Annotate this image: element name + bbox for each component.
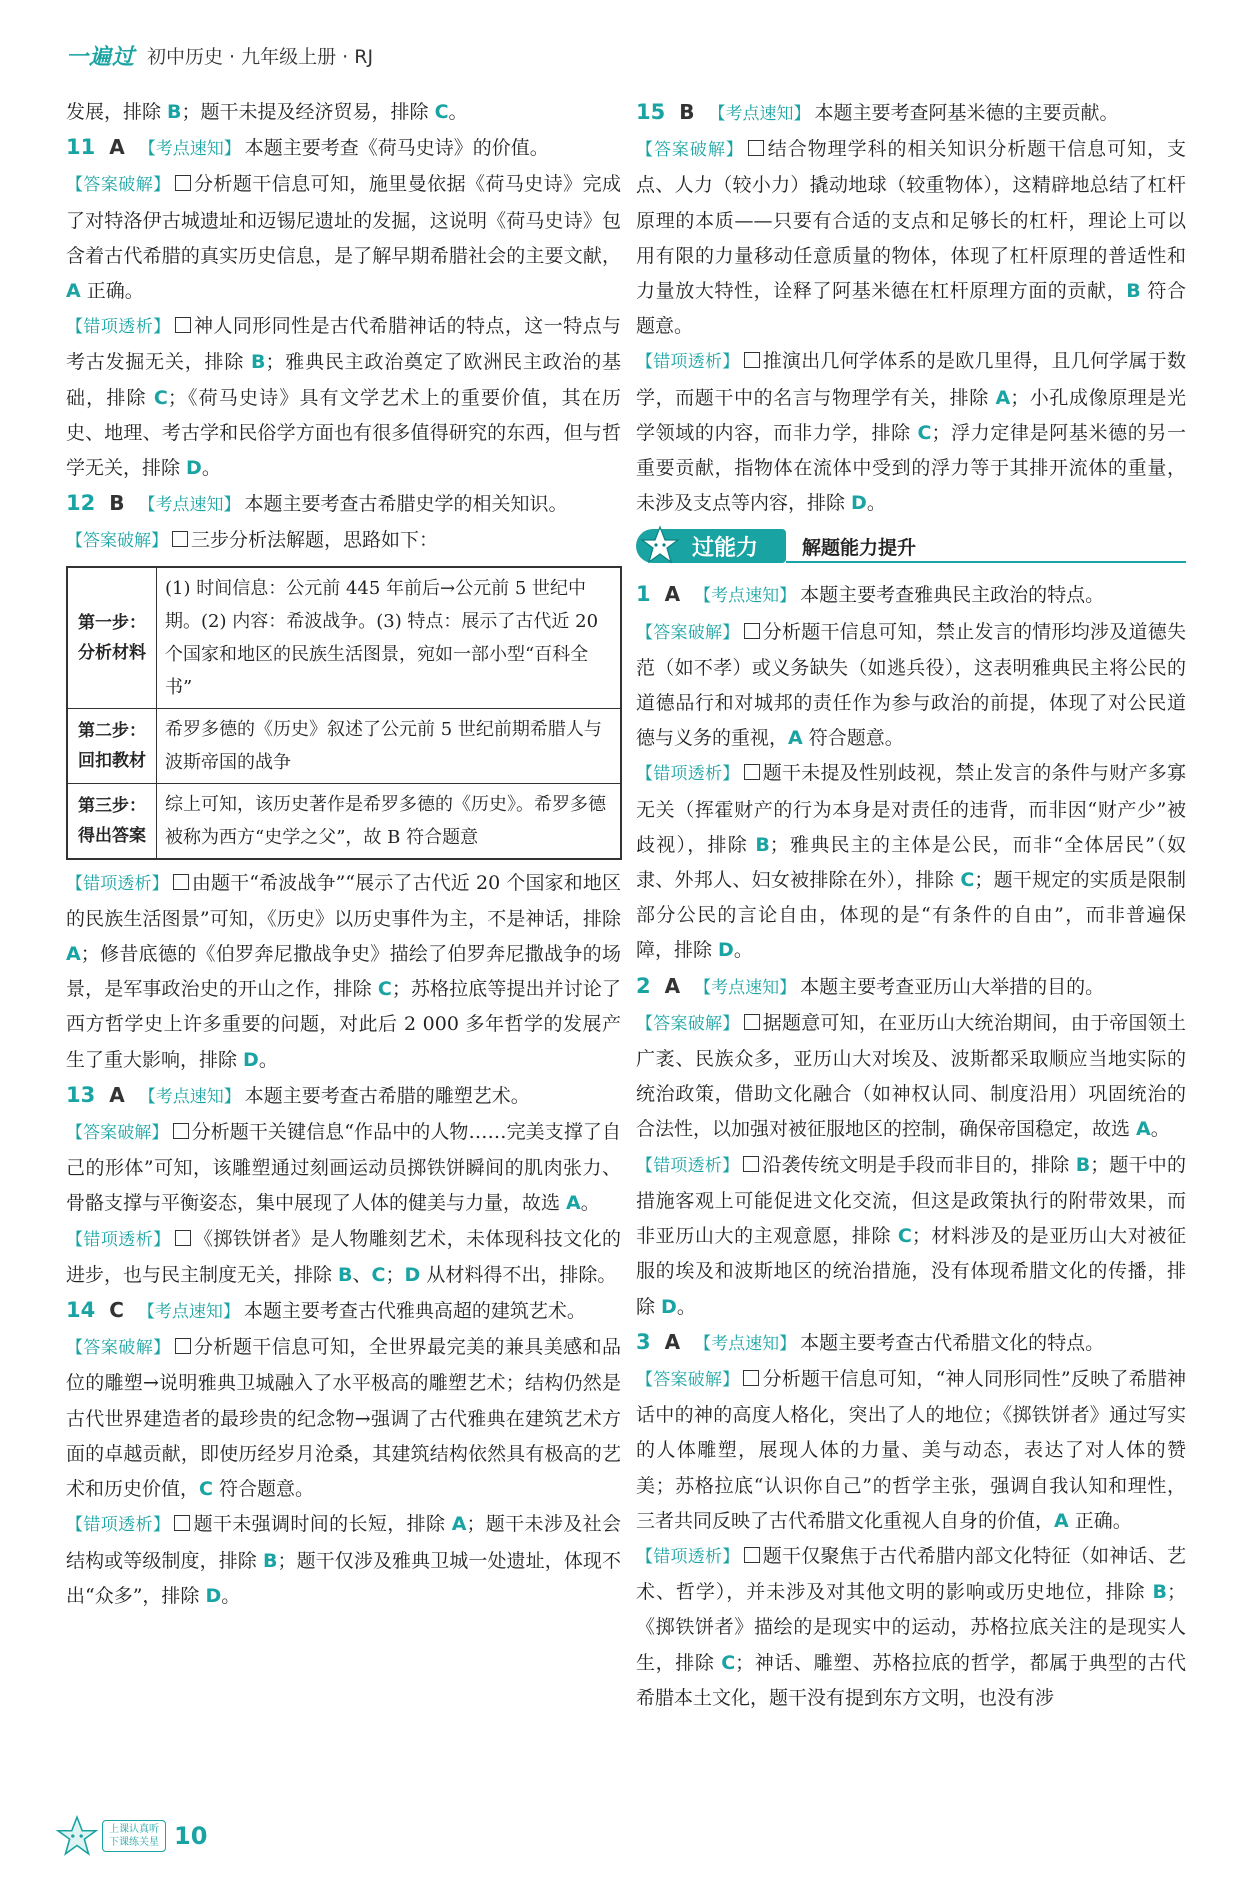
answer-paragraph: 【错项透析】 《掷铁饼者》是人物雕刻艺术，未体现科技文化的进步，也与民主制度无关，排除 B、C；D 从材料得不出，排除。: [66, 1227, 621, 1286]
option-letter: D: [661, 1295, 677, 1318]
checkbox-icon: [174, 1515, 190, 1531]
checkbox-icon: [173, 874, 189, 890]
checkbox-icon: [175, 1338, 191, 1354]
answer-paragraph: 【错项透析】 沿袭传统文明是手段而非目的，排除 B；题干中的措施客观上可能促进文化交流，但这是政策执行的附带效果，而非亚历山大的主观意愿，排除 C；材料涉及的是亚历山大对被征服的埃及和波斯地区的统治措施，没有体现希腊文化的传播，排除 D。: [636, 1153, 1186, 1318]
checkbox-icon: [744, 764, 760, 780]
section-tag: 【答案破解】: [66, 1123, 169, 1144]
question-number: 12: [66, 491, 96, 516]
section-tag: 【错项透析】: [636, 1155, 740, 1176]
option-letter: B: [1126, 280, 1141, 303]
question-number: 3: [636, 1329, 651, 1354]
section-tag: 【考点速知】: [694, 1333, 797, 1354]
option-letter: A: [451, 1513, 467, 1536]
option-letter: C: [371, 1263, 386, 1286]
section-title: 过能力: [692, 536, 759, 562]
section-underline: [786, 561, 1186, 563]
section-header: [636, 525, 1186, 571]
answer-paragraph: 11 A 【考点速知】 本题主要考查《荷马史诗》的价值。: [66, 135, 549, 160]
checkbox-icon: [748, 140, 764, 156]
brand-logo: 一遍过: [66, 44, 136, 70]
answer-paragraph: 【错项透析】 推演出几何学体系的是欧几里得，且几何学属于数学，而题干中的名言与物理学有关，排除 A；小孔成像原理是光学领域的内容，而非力学，排除 C；浮力定律是阿基米德的另一重要贡献，指物体在流体中受到的浮力等于其排开流体的重量，未涉及支点等内容，排除 D。: [636, 350, 1186, 515]
step-content: 希罗多德的《历史》叙述了公元前 5 世纪前期希腊人与波斯帝国的战争: [165, 718, 602, 773]
footer-slogan-line1: 上课认真听: [109, 1824, 159, 1835]
section-tag: 【答案破解】: [66, 175, 171, 196]
answer-letter: B: [109, 491, 125, 516]
option-letter: C: [917, 421, 932, 444]
option-letter: D: [404, 1263, 421, 1286]
option-letter: B: [755, 833, 770, 856]
answer-paragraph: 【答案破解】 分析题干信息可知，施里曼依据《荷马史诗》完成了对特洛伊古城遗址和迈锡尼遗址的发掘，这说明《荷马史诗》包含着古代希腊的真实历史信息，是了解早期希腊社会的主要文献，A 正确。: [66, 173, 621, 303]
question-number: 13: [66, 1082, 96, 1107]
step-label: 第三步：得出答案: [68, 784, 157, 858]
section-tag: 【答案破解】: [636, 140, 744, 161]
answer-letter: A: [664, 582, 681, 607]
section-tag: 【答案破解】: [66, 1338, 171, 1359]
question-number: 11: [66, 135, 96, 160]
question-number: 15: [636, 100, 666, 124]
checkbox-icon: [173, 1123, 189, 1139]
option-letter: A: [995, 386, 1011, 409]
option-letter: D: [205, 1584, 222, 1607]
star-mascot-icon: [56, 1815, 98, 1857]
option-letter: A: [1054, 1509, 1069, 1532]
answer-paragraph: 14 C 【考点速知】 本题主要考查古代雅典高超的建筑艺术。: [66, 1298, 586, 1323]
option-letter: B: [263, 1549, 278, 1572]
section-tag: 【答案破解】: [636, 622, 740, 643]
option-letter: B: [1075, 1153, 1091, 1176]
answer-paragraph: 【答案破解】 分析题干信息可知，全世界最完美的兼具美感和品位的雕塑→说明雅典卫城融入了水平极高的雕塑艺术；结构仍然是古代世界建造者的最珍贵的纪念物→强调了古代雅典在建筑艺术方面的卓越贡献，即使历经岁月沧桑，其建筑结构依然具有极高的艺术和历史价值，C 符合题意。: [66, 1336, 621, 1501]
option-letter: B: [167, 101, 182, 123]
answer-paragraph: 【错项透析】 由题干“希波战争”“展示了古代近 20 个国家和地区的民族生活图景”可知，《历史》以历史事件为主，不是神话，排除 A；修昔底德的《伯罗奔尼撒战争史》描绘了伯罗奔尼撒战争的场景，是军事政治史的开山之作，排除 C；苏格拉底等提出并讨论了西方哲学史上许多重要的问题，对此后 2 000 多年哲学的发展产生了重大影响，排除 D。: [66, 871, 621, 1071]
option-letter: C: [960, 869, 975, 892]
page-header-title: 初中历史 · 九年级上册 · RJ: [147, 45, 374, 68]
option-letter: C: [897, 1225, 912, 1248]
section-tag: 【答案破解】: [636, 1013, 740, 1034]
page-header: [66, 40, 373, 70]
section-tag: 【考点速知】: [694, 977, 797, 998]
checkbox-icon: [743, 1156, 759, 1172]
step-label: 第一步：分析材料: [68, 568, 157, 708]
option-letter: A: [566, 1192, 581, 1215]
section-tag: 【错项透析】: [66, 1229, 171, 1250]
answer-paragraph: 发展，排除 B；题干未提及经济贸易，排除 C。: [66, 101, 468, 123]
answer-paragraph: 12 B 【考点速知】 本题主要考查古希腊史学的相关知识。: [66, 491, 568, 516]
option-letter: A: [788, 727, 803, 750]
checkbox-icon: [175, 175, 191, 191]
answer-paragraph: 2 A 【考点速知】 本题主要考查亚历山大举措的目的。: [636, 973, 1105, 998]
answer-letter: C: [109, 1298, 124, 1323]
option-letter: D: [186, 457, 202, 480]
section-tag: 【错项透析】: [66, 317, 171, 338]
table-row: [68, 783, 620, 858]
section-tag: 【考点速知】: [138, 139, 241, 160]
option-letter: A: [66, 943, 81, 966]
option-letter: D: [851, 492, 867, 515]
answer-letter: A: [109, 1082, 125, 1107]
option-letter: C: [721, 1651, 736, 1674]
step-content: (1) 时间信息：公元前 445 年前后→公元前 5 世纪中期。(2) 内容：希波战争。(3) 特点：展示了古代近 20 个国家和地区的民族生活图景，宛如一部小型“百科全书”: [165, 577, 599, 698]
answer-paragraph: 【答案破解】 分析题干信息可知，禁止发言的情形均涉及道德失范（如不孝）或义务缺失（如逃兵役），这表明雅典民主将公民的道德品行和对城邦的责任作为参与政治的前提，体现了对公民道德与义务的重视，A 符合题意。: [636, 620, 1186, 750]
footer-slogan-line2: 下课练关星: [109, 1837, 159, 1848]
answer-paragraph: 【错项透析】 题干未强调时间的长短，排除 A；题干未涉及社会结构或等级制度，排除 B；题干仅涉及雅典卫城一处遗址，体现不出“众多”，排除 D。: [66, 1513, 621, 1607]
right-column: [636, 95, 1186, 1716]
answer-paragraph: 3 A 【考点速知】 本题主要考查古代希腊文化的特点。: [636, 1329, 1105, 1354]
checkbox-icon: [175, 1230, 191, 1246]
checkbox-icon: [744, 623, 760, 639]
footer-slogan-badge: [102, 1820, 166, 1852]
option-letter: C: [434, 101, 449, 123]
option-letter: C: [153, 386, 168, 409]
checkbox-icon: [744, 1547, 760, 1563]
table-row: [68, 568, 620, 708]
section-tag: 【答案破解】: [66, 531, 168, 552]
answer-paragraph: 【错项透析】 神人同形同性是古代希腊神话的特点，这一特点与考古发掘无关，排除 B；雅典民主政治奠定了欧洲民主政治的基础，排除 C；《荷马史诗》具有文学艺术上的重要价值，其在历史、地理、考古学和民俗学方面也有很多值得研究的东西，但与哲学无关，排除 D。: [66, 315, 621, 480]
option-letter: B: [338, 1263, 353, 1286]
answer-paragraph: 15 B 【考点速知】 本题主要考查阿基米德的主要贡献。: [636, 100, 1119, 124]
section-tag: 【错项透析】: [636, 1546, 740, 1567]
answer-paragraph: 1 A 【考点速知】 本题主要考查雅典民主政治的特点。: [636, 582, 1105, 607]
option-letter: A: [66, 280, 81, 303]
section-tag: 【错项透析】: [66, 873, 169, 894]
answer-letter: A: [109, 135, 125, 160]
answer-paragraph: 13 A 【考点速知】 本题主要考查古希腊的雕塑艺术。: [66, 1082, 530, 1107]
answer-paragraph: 【错项透析】 题干仅聚焦于古代希腊内部文化特征（如神话、艺术、哲学），并未涉及对其他文明的影响或历史地位，排除 B；《掷铁饼者》描绘的是现实中的运动，苏格拉底关注的是现实人生，排除 C；神话、雕塑、苏格拉底的哲学，都属于典型的古代希腊本土文化，题干没有提到东方文明，也没有涉: [636, 1544, 1186, 1709]
checkbox-icon: [175, 317, 191, 333]
checkbox-icon: [743, 1370, 759, 1386]
option-letter: C: [377, 978, 392, 1001]
section-tag: 【考点速知】: [138, 1086, 241, 1107]
answer-paragraph: 【答案破解】 分析题干关键信息“作品中的人物……完美支撑了自己的形体”可知，该雕塑通过刻画运动员掷铁饼瞬间的肌肉张力、骨骼支撑与平衡姿态，集中展现了人体的健美与力量，故选 A。: [66, 1121, 622, 1215]
answer-letter: A: [664, 1329, 681, 1354]
option-letter: D: [718, 939, 734, 962]
question-number: 14: [66, 1298, 96, 1323]
answer-paragraph: 【答案破解】 三步分析法解题，思路如下：: [66, 529, 439, 552]
option-letter: B: [1152, 1581, 1167, 1604]
answer-letter: A: [664, 973, 681, 998]
section-tag: 【考点速知】: [708, 104, 811, 124]
option-letter: C: [199, 1478, 213, 1501]
answer-paragraph: 【答案破解】 分析题干信息可知，“神人同形同性”反映了希腊神话中的神的高度人格化，突出了人的地位；《掷铁饼者》通过写实的人体雕塑，展现人体的力量、美与动态，表达了对人体的赞美；苏格拉底“认识你自己”的哲学主张，强调自我认知和理性，三者共同反映了古代希腊文化重视人自身的价值，A 正确。: [636, 1367, 1186, 1532]
page-number: 10: [174, 1822, 208, 1850]
page-footer: [56, 1815, 207, 1857]
checkbox-icon: [744, 352, 760, 368]
table-row: [68, 708, 620, 783]
left-column: [66, 95, 621, 1614]
step-content: 综上可知，该历史著作是希罗多德的《历史》。希罗多德被称为西方“史学之父”，故 B 符合题意: [165, 793, 606, 848]
section-tag: 【答案破解】: [636, 1369, 740, 1390]
section-tag: 【考点速知】: [137, 1302, 240, 1323]
section-tag: 【考点速知】: [694, 586, 797, 607]
section-tag: 【错项透析】: [66, 1515, 171, 1536]
option-letter: B: [251, 351, 266, 374]
step-label: 第二步：回扣教材: [68, 709, 157, 783]
option-letter: D: [243, 1048, 259, 1071]
section-tag: 【错项透析】: [636, 352, 740, 373]
answer-paragraph: 【错项透析】 题干未提及性别歧视，禁止发言的条件与财产多寡无关（挥霍财产的行为本身是对责任的违背，而非因“财产少”被歧视），排除 B；雅典民主的主体是公民，而非“全体居民”（奴隶、外邦人、妇女被排除在外），排除 C；题干规定的实质是限制部分公民的言论自由，体现的是“有条件的自由”，而非普遍保障，排除 D。: [636, 762, 1186, 962]
question-number: 2: [636, 973, 651, 998]
checkbox-icon: [172, 531, 188, 547]
answer-letter: B: [679, 100, 695, 124]
question-number: 1: [636, 582, 651, 607]
section-subtitle: 解题能力提升: [802, 537, 917, 560]
answer-paragraph: 【答案破解】 结合物理学科的相关知识分析题干信息可知，支点、人力（较小力）撬动地球（较重物体），这精辟地总结了杠杆原理的本质——只要有合适的支点和足够长的杠杆，理论上可以用有限的力量移动任意质量的物体，体现了杠杆原理的普适性和力量放大特性，诠释了阿基米德在杠杆原理方面的贡献，B 符合题意。: [636, 138, 1186, 338]
star-mascot-icon: [640, 525, 680, 565]
analysis-table: [66, 566, 622, 860]
section-tag: 【考点速知】: [138, 495, 241, 516]
answer-paragraph: 【答案破解】 据题意可知，在亚历山大统治期间，由于帝国领土广袤、民族众多，亚历山大对埃及、波斯都采取顺应当地实际的统治政策，借助文化融合（如神权认同、制度沿用）巩固统治的合法性，以加强对被征服地区的控制，确保帝国稳定，故选 A。: [636, 1011, 1186, 1141]
checkbox-icon: [744, 1014, 760, 1030]
section-tag: 【错项透析】: [636, 764, 740, 785]
option-letter: A: [1136, 1118, 1151, 1141]
